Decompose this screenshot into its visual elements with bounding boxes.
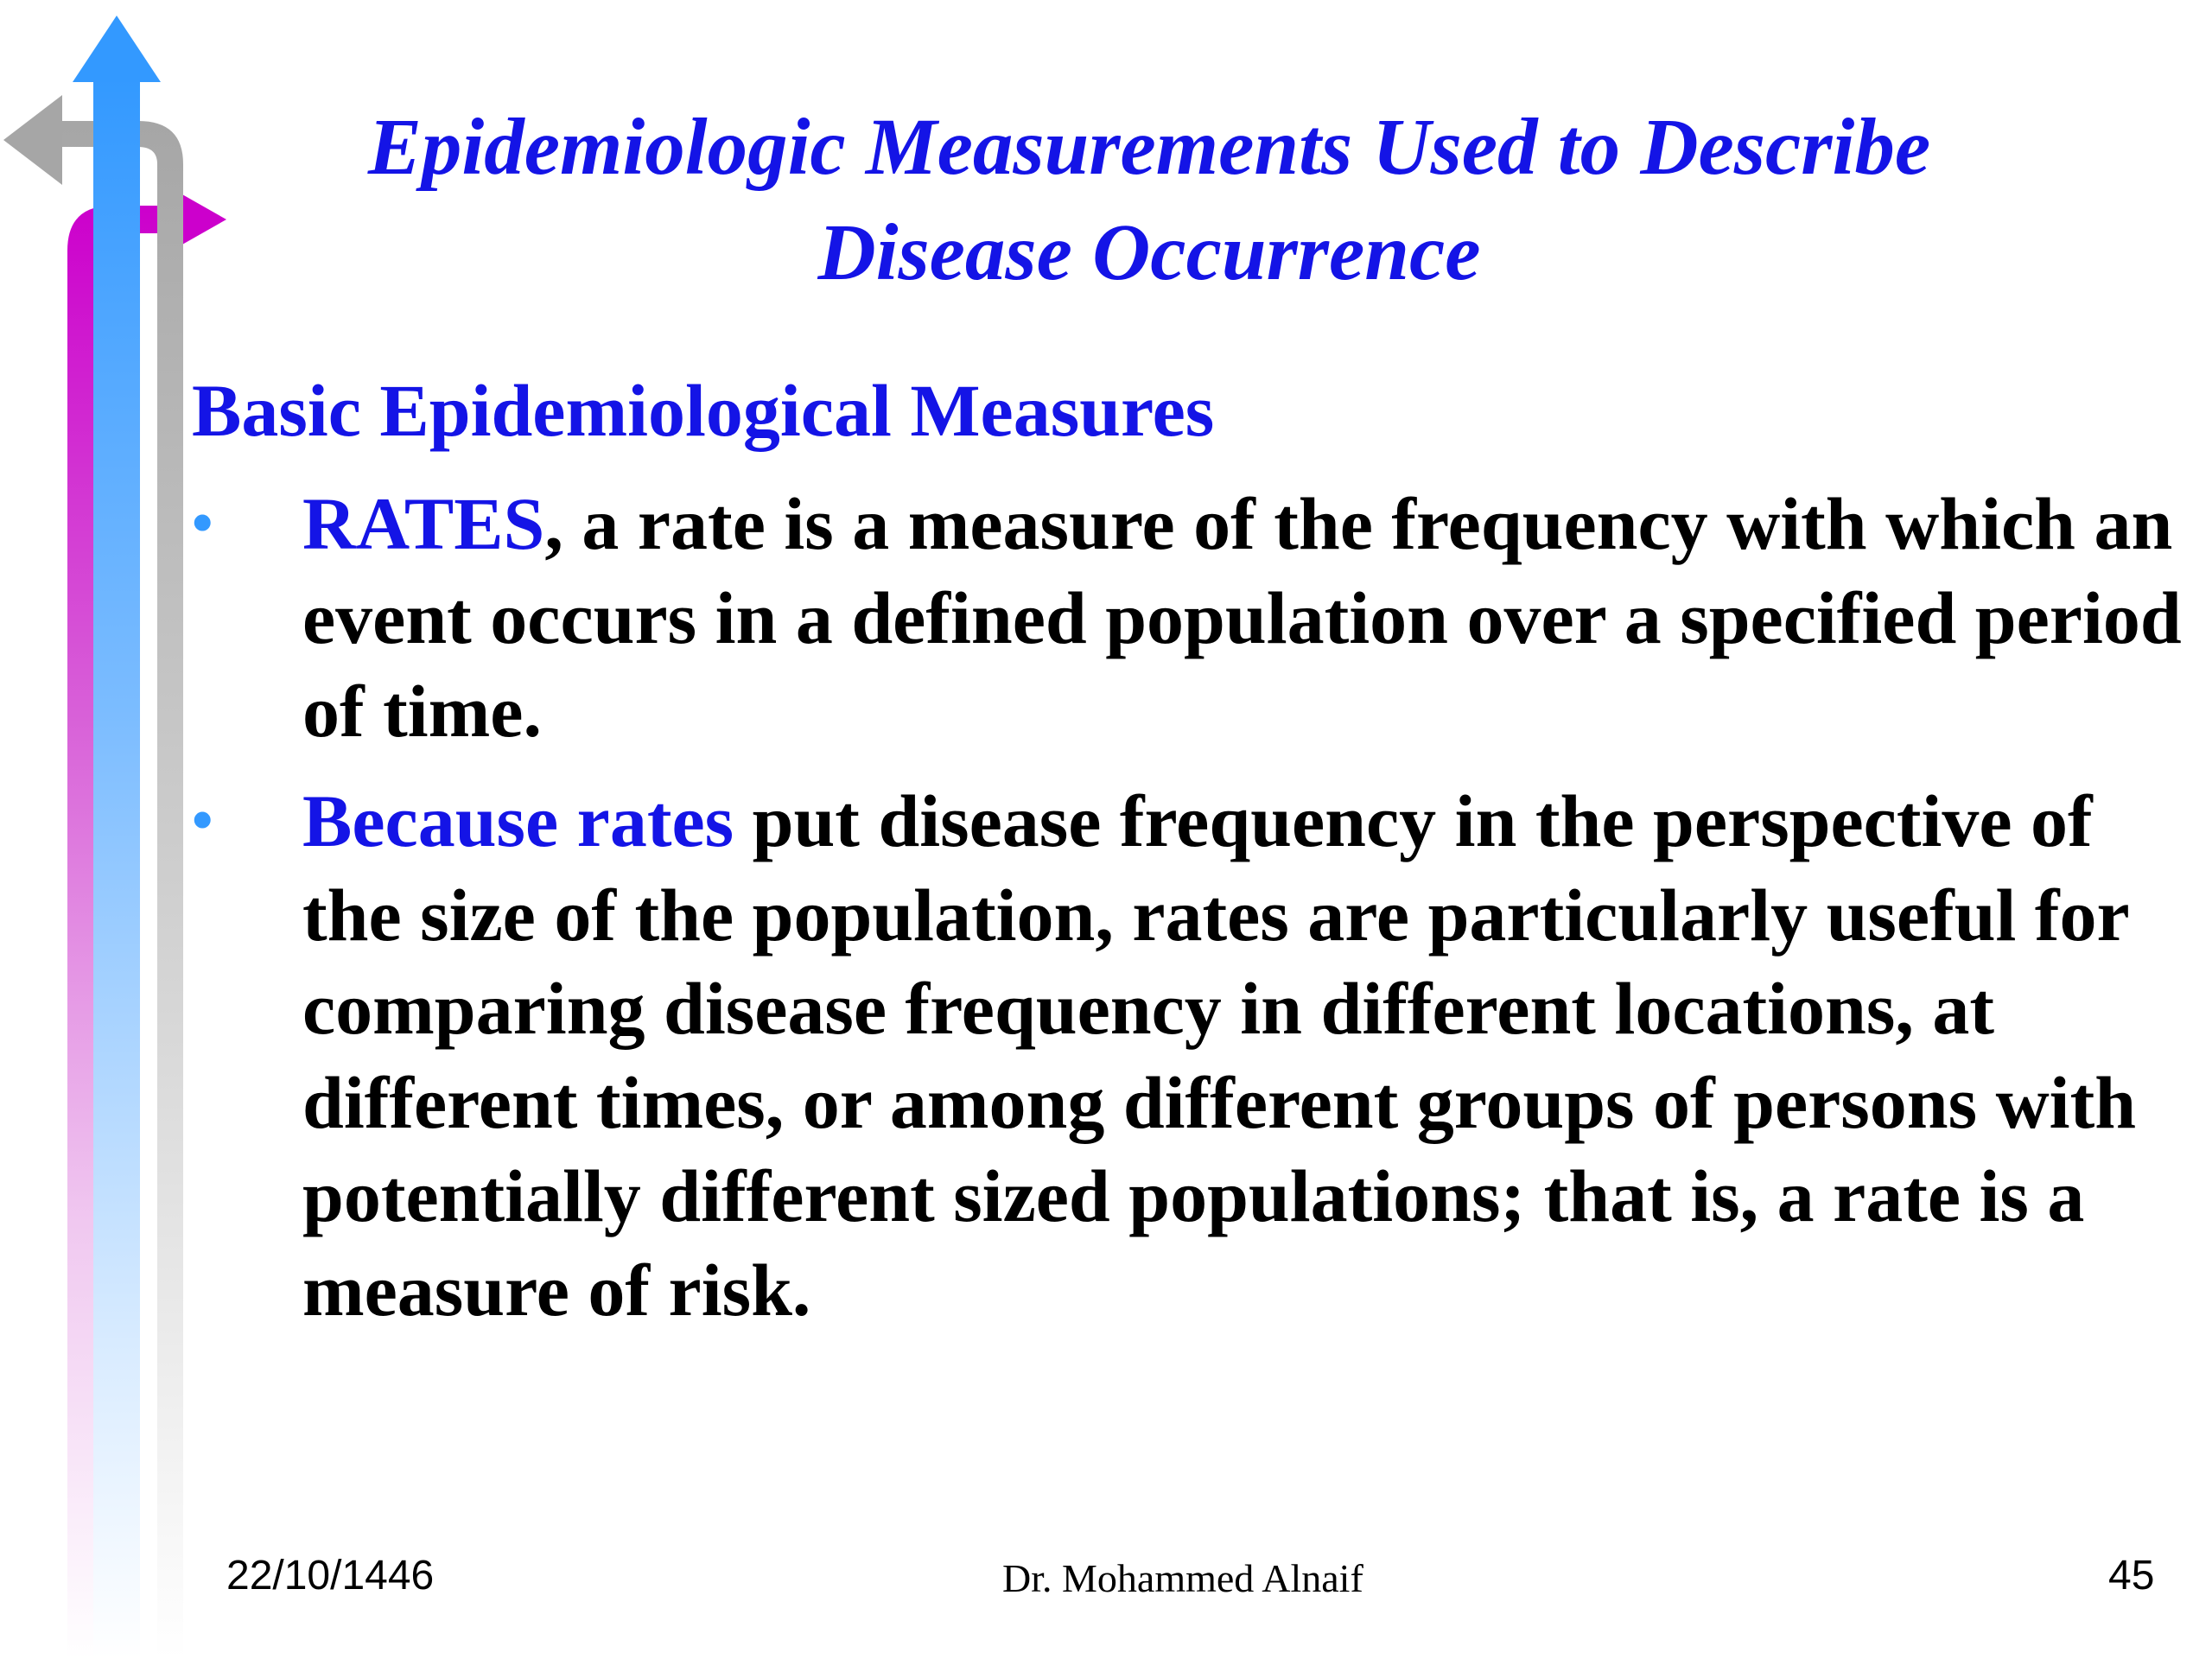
section-heading: Basic Epidemiological Measures	[192, 369, 1215, 452]
slide-title	[259, 95, 2039, 306]
title-line-1: Epidemiologic Measurements Used to Describe	[367, 103, 1931, 192]
title-line-2: Disease Occurrence	[817, 208, 1481, 297]
bullet-highlight: Because rates	[302, 779, 734, 862]
bullet-text	[302, 477, 2203, 759]
bullet-item	[192, 477, 2182, 771]
bullet-marker-icon: •	[192, 787, 213, 854]
bullet-body: put disease frequency in the perspective of the size of the population, rates are particularly useful for comparing disease frequency in different locations, at different times, or among different groups of persons with potentially different sized populations; that is, a rate is a measure of risk.	[302, 779, 2137, 1332]
bullet-highlight: RATES	[302, 482, 545, 565]
footer-date: 22/10/1446	[226, 1553, 435, 1599]
blue-arrow	[93, 78, 140, 1659]
bullet-item	[192, 774, 2162, 1448]
bullet-text	[302, 774, 2203, 1337]
footer-author: Dr. Mohammed Alnaif	[1002, 1556, 1363, 1600]
bullet-marker-icon: •	[192, 490, 213, 556]
page-number: 45	[2108, 1553, 2155, 1599]
bullet-body: , a rate is a measure of the frequency with which an event occurs in a defined population over a specified period of time.	[302, 482, 2182, 753]
